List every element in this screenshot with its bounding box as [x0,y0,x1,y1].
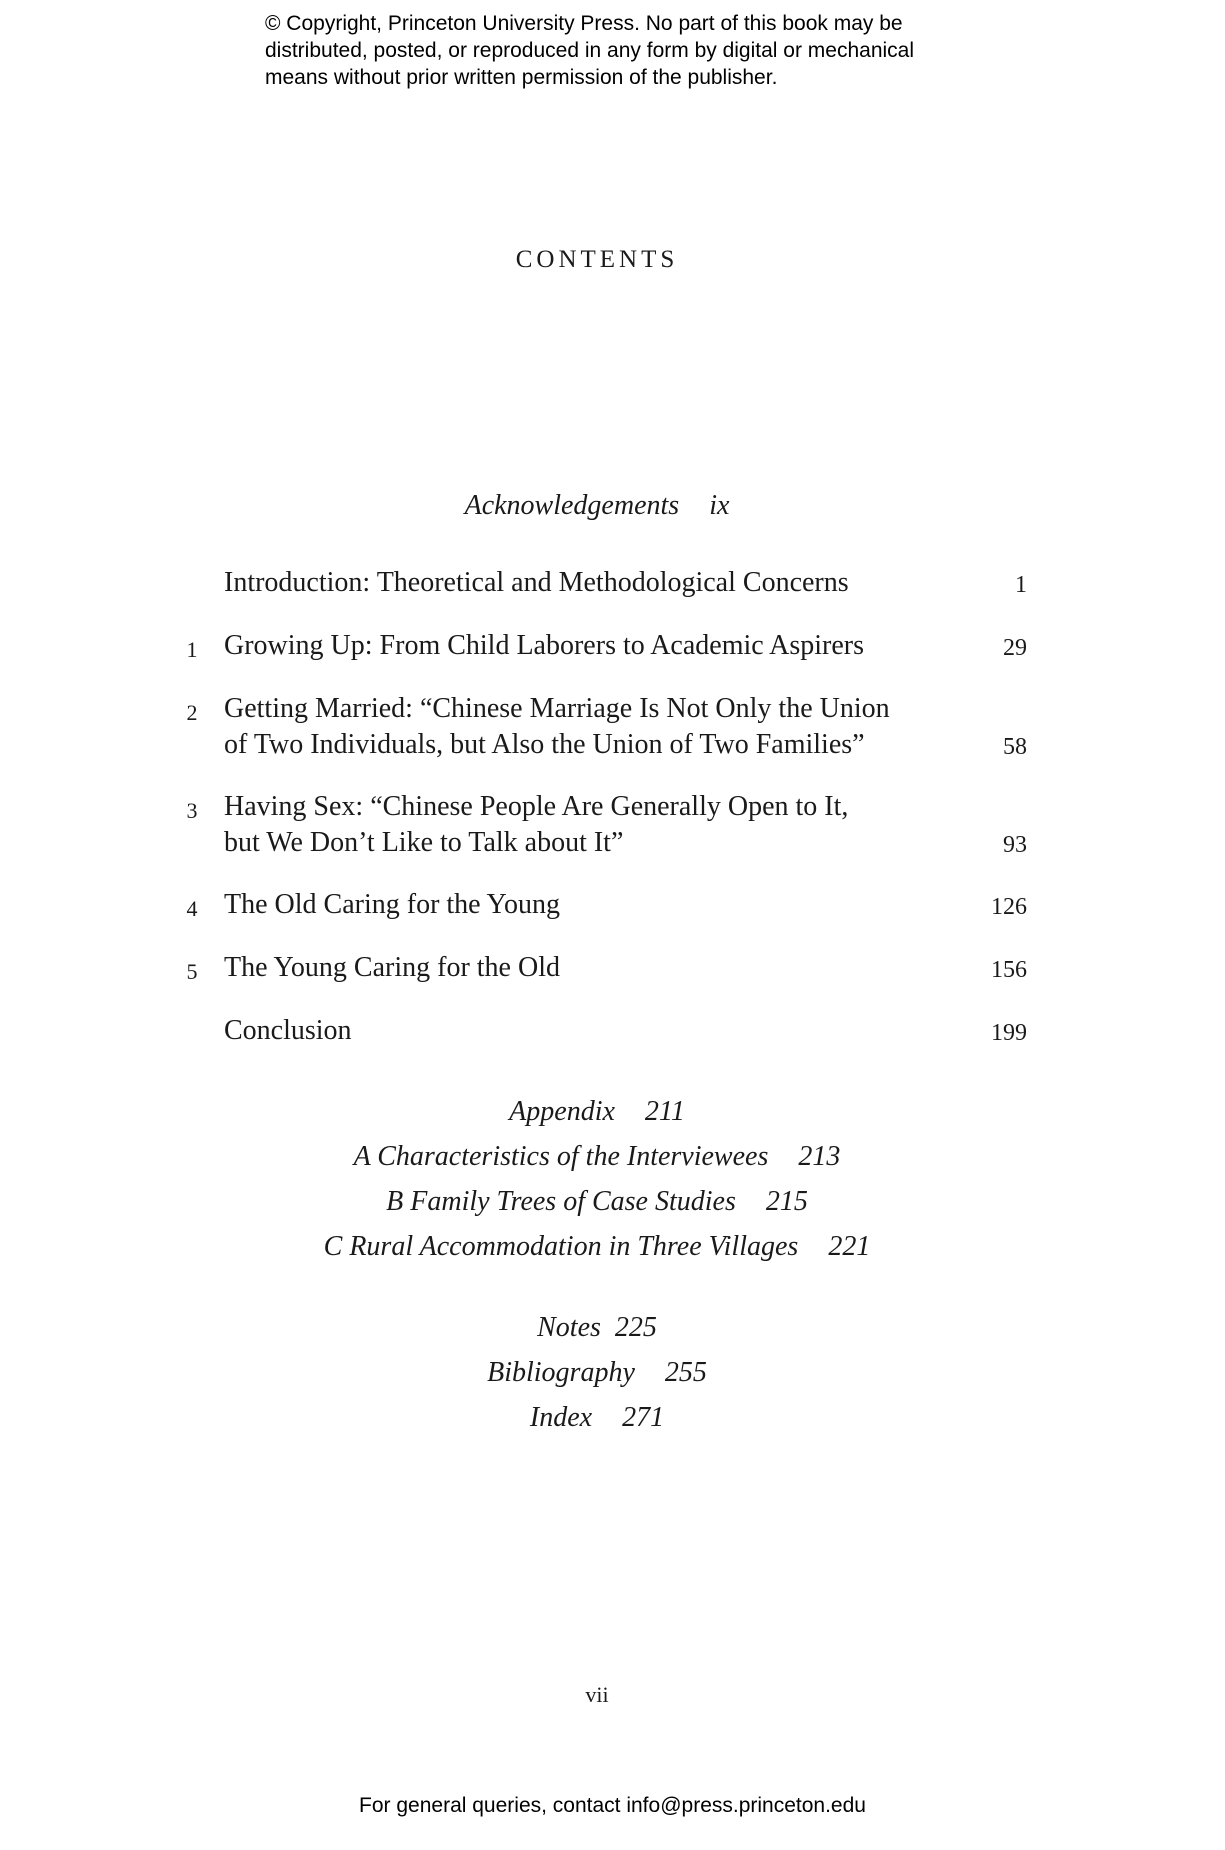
toc-entry-title-line: The Young Caring for the Old [224,952,560,983]
toc-appendix-item [0,1231,1194,1263]
toc-front-matter [0,490,1194,522]
footer-contact: For general queries, contact info@press.princeton.edu [359,1794,866,1817]
toc-entry-page: 93 [1003,832,1027,858]
toc-entry-page: 199 [991,1020,1027,1046]
toc-entry-title [224,887,560,923]
toc-appendix-item [0,1186,1194,1218]
toc-entry-number: 2 [186,700,198,725]
toc-front-matter-page: ix [709,490,730,521]
toc-appendix-item-title: B Family Trees of Case Studies [386,1186,736,1217]
toc-entry-title-line: Getting Married: “Chinese Marriage Is Not Only the Union [224,693,890,724]
toc-front-matter-title: Acknowledgements [464,490,680,521]
copyright-line: © Copyright, Princeton University Press. No part of this book may be [265,12,903,35]
toc-entry-title-line: but We Don’t Like to Talk about It” [224,827,624,858]
toc-appendix-item [0,1141,1194,1173]
toc-entry-page: 58 [1003,734,1027,760]
toc-entry-page: 29 [1003,635,1027,661]
toc-entry-page: 126 [991,894,1027,920]
toc-appendix-item-page: 215 [765,1186,808,1217]
toc-appendix-page: 211 [644,1096,685,1127]
toc-entry-number: 3 [186,798,198,823]
toc-entry-number: 4 [186,896,198,921]
toc-entry-title-line: Introduction: Theoretical and Methodological Concerns [224,567,849,598]
toc-entry-title [224,1013,352,1049]
toc-back-matter [0,1357,1194,1389]
copyright-line: distributed, posted, or reproduced in any form by digital or mechanical [265,39,915,62]
toc-entry-page: 1 [1015,572,1027,598]
toc-entry-title [224,691,890,763]
page-number: vii [585,1682,609,1707]
toc-entry-title-line: Conclusion [224,1015,352,1046]
toc-entry-number: 1 [186,637,198,662]
toc-back-matter-page: 271 [622,1402,665,1433]
toc-entry-title-line: Having Sex: “Chinese People Are Generally Open to It, [224,791,849,822]
toc-entry-title [224,789,848,861]
toc-entry-title [224,565,849,601]
toc-back-matter-title: Bibliography [487,1357,635,1388]
toc-back-matter [0,1312,1194,1344]
toc-entry-number: 5 [186,959,198,984]
toc-back-matter-page: 255 [664,1357,707,1388]
toc-appendix-item-page: 221 [828,1231,871,1262]
toc-appendix [0,1096,1194,1128]
toc-appendix-item-title: A Characteristics of the Interviewees [353,1141,769,1172]
toc-entry-title [224,950,560,986]
toc-entry-title-line: of Two Individuals, but Also the Union of Two Families” [224,729,865,760]
toc-appendix-item-title: C Rural Accommodation in Three Villages [323,1231,799,1262]
toc-entry-title [224,628,864,664]
toc-back-matter-page: 225 [614,1312,657,1343]
toc-back-matter [0,1402,1194,1434]
contents-heading: CONTENTS [515,246,679,273]
toc-back-matter-title: Index [529,1402,593,1433]
copyright-notice [265,10,1025,91]
copyright-line: means without prior written permission of the publisher. [265,66,778,89]
toc-back-matter-title: Notes [537,1312,601,1343]
toc-entry-title-line: Growing Up: From Child Laborers to Academic Aspirers [224,630,865,661]
toc-appendix-title: Appendix [509,1096,615,1127]
toc-entry-title-line: The Old Caring for the Young [224,889,560,920]
toc-appendix-item-page: 213 [798,1141,841,1172]
toc-entry-page: 156 [991,957,1027,983]
